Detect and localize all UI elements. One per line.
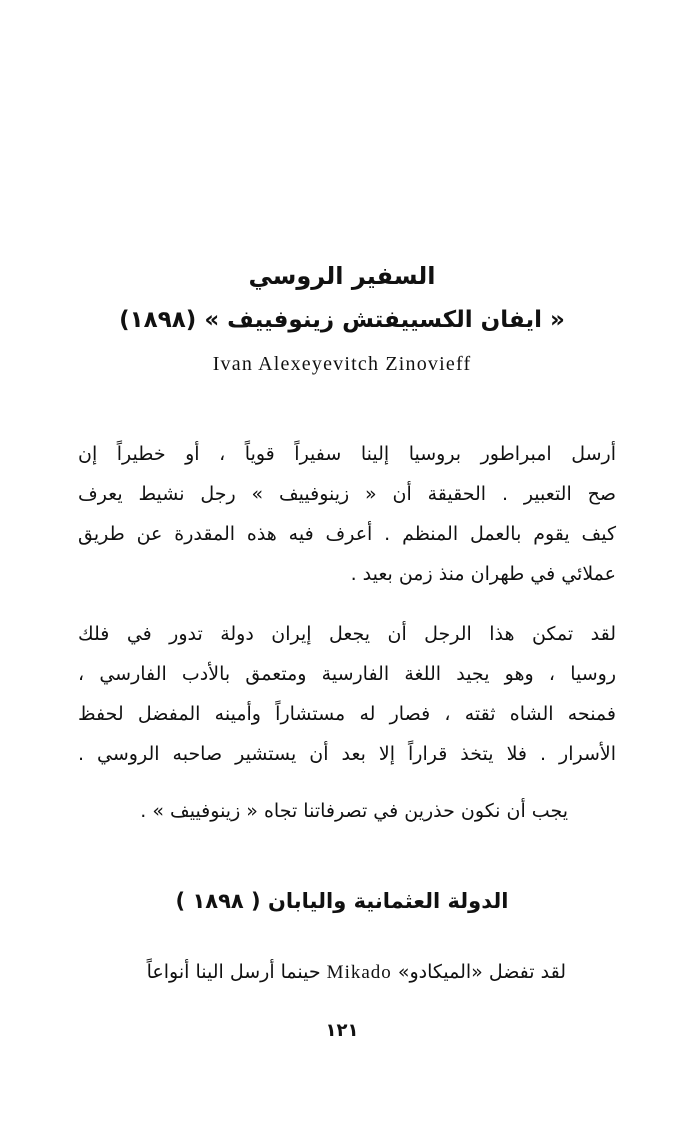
paragraph [78,952,616,992]
text-fragment: لقد تفضل «الميكادو» [397,961,566,983]
section-title: الدولة العثمانية واليابان ( ١٨٩٨ ) [175,889,509,913]
text-fragment: حينما أرسل الينا أنواعاً [146,961,321,983]
text-line: فمنحه الشاه ثقته ، فصار له مستشاراً وأمينه المفضل لحفظ [78,703,616,725]
text-line: روسيا ، وهو يجيد اللغة الفارسية ومتعمق بالأدب الفارسي ، [78,663,616,685]
text-line: عملائي في طهران منذ زمن بعيد . [350,563,616,585]
text-line: صح التعبير . الحقيقة أن « زينوفييف » رجل نشيط يعرف [78,483,616,505]
page-number: ١٢١ [325,1020,359,1041]
text-line: يجب أن نكون حذرين في تصرفاتنا تجاه « زينوفييف » . [140,800,568,822]
paragraph [78,614,616,774]
text-line [78,952,616,992]
text-line: كيف يقوم بالعمل المنظم . أعرف فيه هذه المقدرة عن طريق [78,523,616,545]
paragraph [78,791,616,831]
section-title: السفير الروسي [248,262,436,290]
paragraph [78,434,616,594]
latin-name: Ivan Alexeyevitch Zinovieff [212,353,472,375]
section-subtitle: « ايفان الكسييفتش زينوفييف » (١٨٩٨) [119,307,565,333]
text-line: الأسرار . فلا يتخذ قراراً إلا بعد أن يستشير صاحبه الروسي . [78,743,616,765]
text-line: لقد تمكن هذا الرجل أن يجعل إيران دولة تدور في فلك [78,623,616,645]
latin-word: Mikado [326,962,392,983]
text-line: أرسل امبراطور بروسيا إلينا سفيراً قوياً ، أو خطيراً إن [78,443,616,465]
